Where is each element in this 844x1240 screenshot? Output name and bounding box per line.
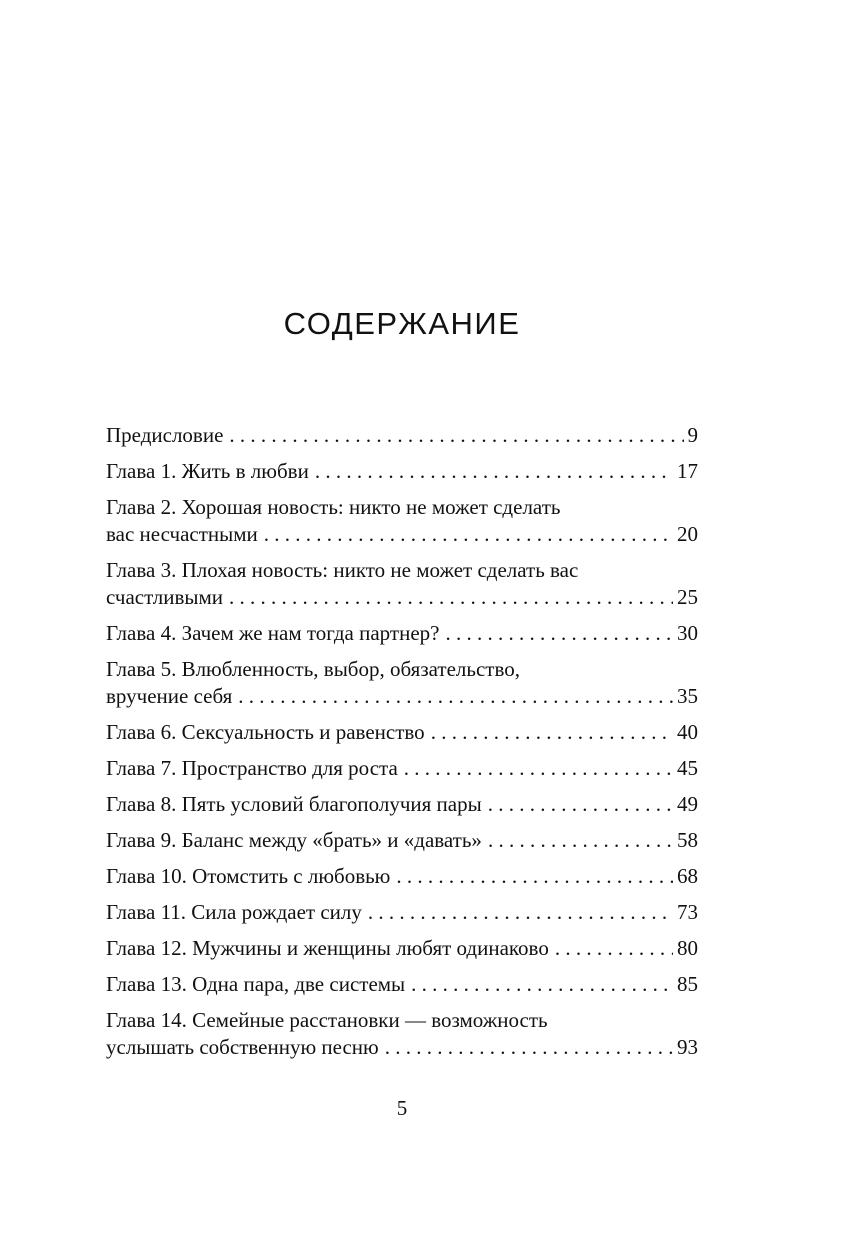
toc-entry-title: Глава 1. Жить в любви [106,459,309,483]
toc-entry [106,1007,698,1061]
dot-leader [404,755,673,782]
dot-leader [264,521,673,548]
toc-entry-page: 25 [677,585,698,609]
toc-entry-title: Глава 6. Сексуальность и равенство [106,720,425,744]
toc-entry-page: 93 [677,1035,698,1059]
toc-entry [106,656,698,710]
toc-entry [106,827,698,854]
toc-entry-page: 80 [677,936,698,960]
toc-entry-page: 20 [677,522,698,546]
toc-entry [106,899,698,926]
toc-entry-page: 40 [677,720,698,744]
toc-entry-title-line1: Глава 5. Влюбленность, выбор, обязательство, [106,657,520,681]
toc-entry [106,719,698,746]
toc-entry [106,494,698,548]
dot-leader [555,935,673,962]
toc-entry-title-line1: Глава 3. Плохая новость: никто не может сделать вас [106,558,579,582]
toc-entry-title: Глава 7. Пространство для роста [106,756,398,780]
toc-entry-page: 35 [677,684,698,708]
toc-entry-title-line2: счастливыми [106,585,224,609]
toc-entry-title: Глава 8. Пять условий благополучия пары [106,792,482,816]
toc-entry [106,557,698,611]
toc-entry-page: 73 [677,900,698,924]
dot-leader [411,971,673,998]
toc-entry-title: Глава 10. Отомстить с любовью [106,864,391,888]
toc-entry-title: Глава 4. Зачем же нам тогда партнер? [106,621,440,645]
toc-entry-title: Глава 13. Одна пара, две системы [106,972,406,996]
dot-leader [445,620,673,647]
dot-leader [431,719,673,746]
toc-entry-title-line2: услышать собственную песню [106,1035,379,1059]
toc-entry-page: 49 [677,792,698,816]
toc-entry [106,863,698,890]
page-title: СОДЕРЖАНИЕ [283,306,521,341]
toc-entry-page: 85 [677,972,698,996]
toc-entry-page: 58 [677,828,698,852]
toc-entry [106,935,698,962]
toc-entry [106,458,698,485]
toc-entry-title-line2: вручение себя [106,684,233,708]
page-number: 5 [396,1096,408,1120]
dot-leader [238,683,673,710]
toc-entry-page: 45 [677,756,698,780]
toc-entry-page: 9 [687,423,698,447]
toc-entry-title-line1: Глава 2. Хорошая новость: никто не может сделать [106,495,561,519]
toc-entry-page: 17 [677,459,698,483]
toc-entry-page: 68 [677,864,698,888]
toc-entry-title: Глава 9. Баланс между «брать» и «давать» [106,828,482,852]
toc-entry-title-line2: вас несчастными [106,522,258,546]
toc-entry-title: Глава 11. Сила рождает силу [106,900,362,924]
toc-entry [106,422,698,449]
dot-leader [385,1034,673,1061]
table-of-contents [106,422,698,1070]
dot-leader [488,827,673,854]
toc-entry-page: 30 [677,621,698,645]
toc-entry-title-line1: Глава 14. Семейные расстановки — возможность [106,1008,548,1032]
toc-entry [106,791,698,818]
toc-entry-title: Глава 12. Мужчины и женщины любят одинаково [106,936,549,960]
dot-leader [396,863,673,890]
dot-leader [368,899,673,926]
dot-leader [229,584,673,611]
toc-entry-title: Предисловие [106,423,224,447]
toc-entry [106,755,698,782]
dot-leader [488,791,673,818]
toc-entry [106,620,698,647]
dot-leader [315,458,673,485]
toc-entry [106,971,698,998]
dot-leader [229,422,683,449]
